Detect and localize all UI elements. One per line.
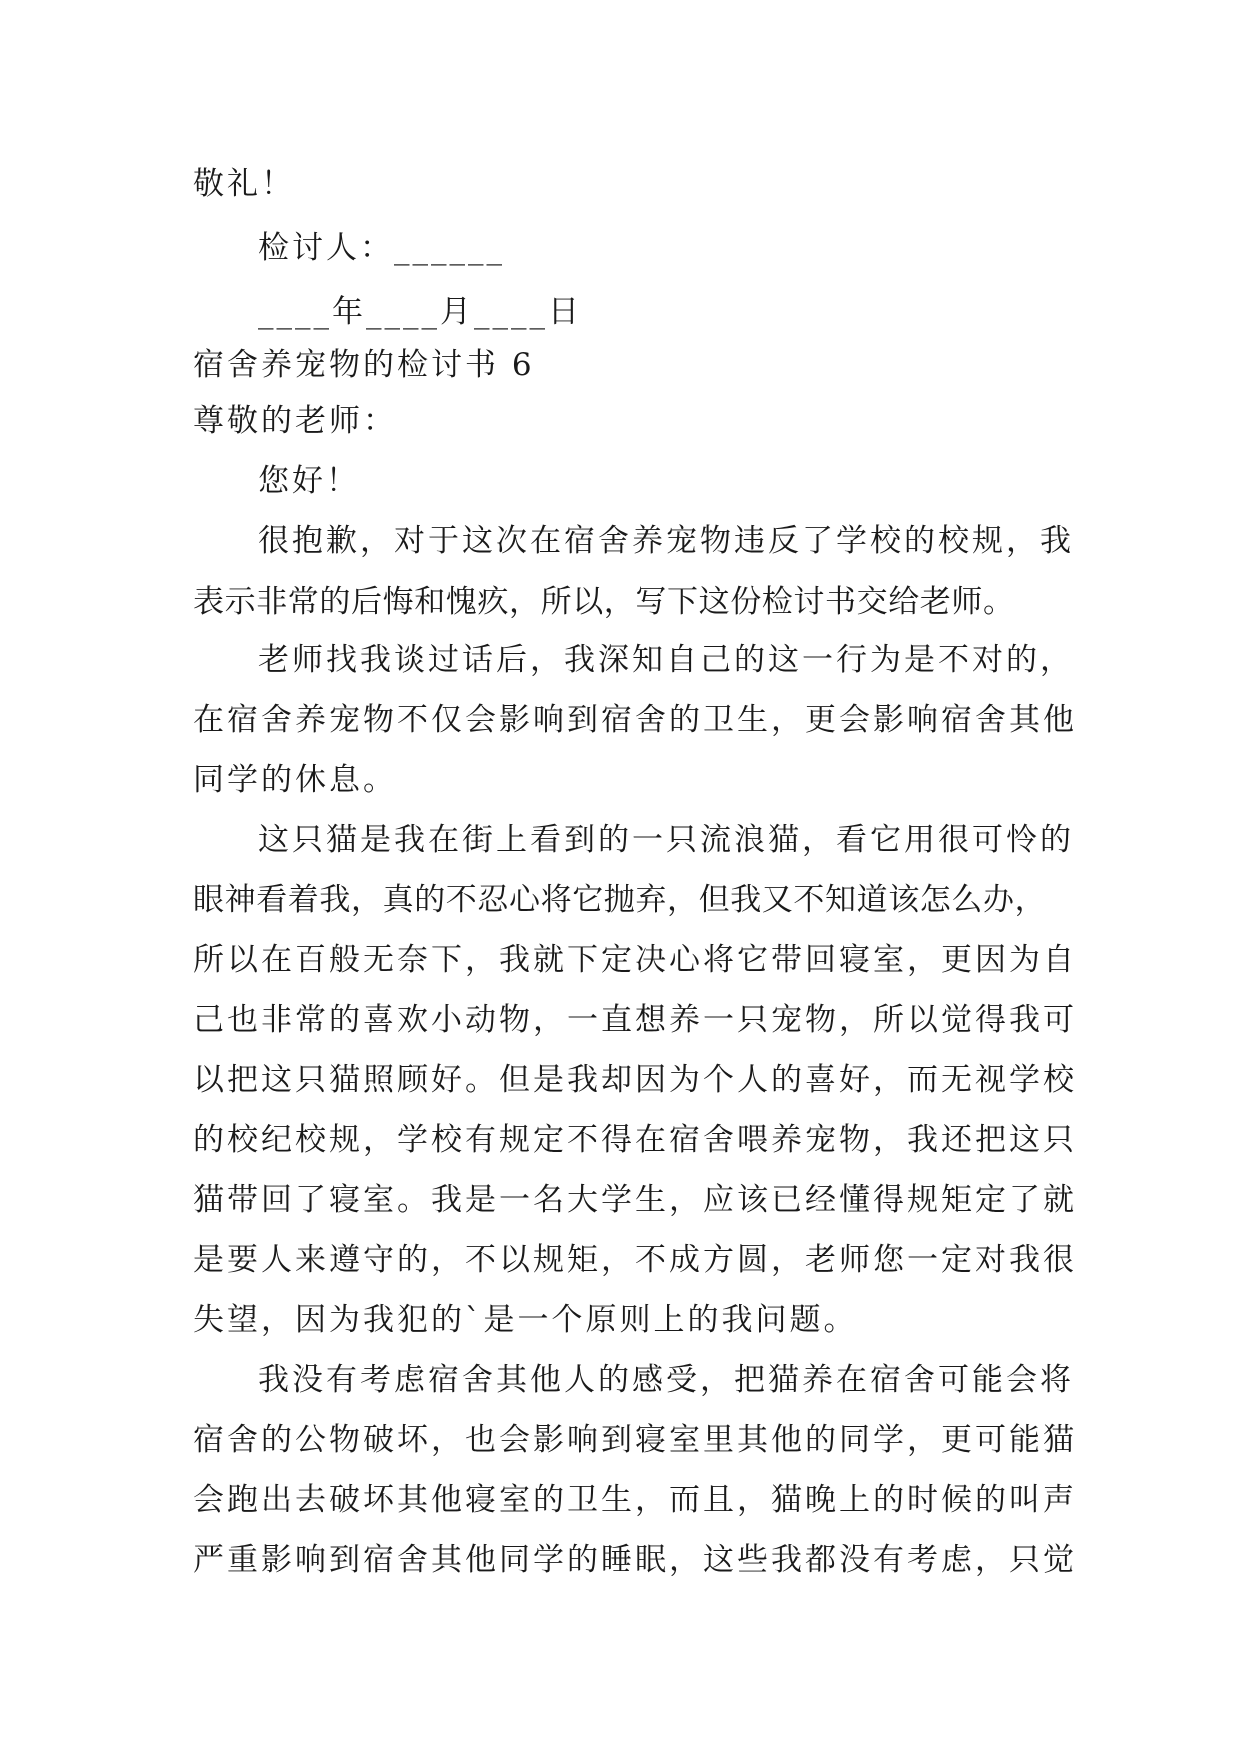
section-title: 宿舍养宠物的检讨书 6 <box>193 347 535 383</box>
opening-hello: 您好！ <box>258 463 360 499</box>
paragraph-3-line-1: 这只猫是我在街上看到的一只流浪猫，看它用很可怜的 <box>258 822 1074 858</box>
paragraph-1-line-1: 很抱歉，对于这次在宿舍养宠物违反了学校的校规，我 <box>258 523 1074 559</box>
paragraph-3-line-3: 所以在百般无奈下，我就下定决心将它带回寝室，更因为自 <box>193 942 1077 978</box>
paragraph-2-line-1: 老师找我谈过话后，我深知自己的这一行为是不对的， <box>258 642 1074 678</box>
paragraph-4-line-1: 我没有考虑宿舍其他人的感受，把猫养在宿舍可能会将 <box>258 1362 1074 1398</box>
paragraph-3-line-9: 失望，因为我犯的`是一个原则上的我问题。 <box>193 1302 858 1338</box>
paragraph-4-line-3: 会跑出去破坏其他寝室的卫生，而且，猫晚上的时候的叫声 <box>193 1482 1077 1518</box>
paragraph-3-line-2: 眼神看着我，真的不忍心将它抛弃，但我又不知道该怎么办， <box>193 882 1047 918</box>
paragraph-2-line-2: 在宿舍养宠物不仅会影响到宿舍的卫生，更会影响宿舍其他 <box>193 702 1077 738</box>
closing-salutation: 敬礼！ <box>193 166 295 202</box>
paragraph-2-line-3: 同学的休息。 <box>193 762 397 798</box>
paragraph-3-line-6: 的校纪校规，学校有规定不得在宿舍喂养宠物，我还把这只 <box>193 1122 1077 1158</box>
greeting: 尊敬的老师： <box>193 403 397 439</box>
paragraph-4-line-2: 宿舍的公物破坏，也会影响到寝室里其他的同学，更可能猫 <box>193 1422 1077 1458</box>
paragraph-3-line-8: 是要人来遵守的，不以规矩，不成方圆，老师您一定对我很 <box>193 1242 1077 1278</box>
paragraph-4-line-4: 严重影响到宿舍其他同学的睡眠，这些我都没有考虑，只觉 <box>193 1542 1077 1578</box>
date-line: ____年____月____日 <box>258 294 582 330</box>
paragraph-1-line-2: 表示非常的后悔和愧疚，所以，写下这份检讨书交给老师。 <box>193 584 1015 620</box>
paragraph-3-line-4: 己也非常的喜欢小动物，一直想养一只宠物，所以觉得我可 <box>193 1002 1077 1038</box>
signature-line: 检讨人：______ <box>258 230 505 266</box>
paragraph-3-line-7: 猫带回了寝室。我是一名大学生，应该已经懂得规矩定了就 <box>193 1182 1077 1218</box>
paragraph-3-line-5: 以把这只猫照顾好。但是我却因为个人的喜好，而无视学校 <box>193 1062 1077 1098</box>
